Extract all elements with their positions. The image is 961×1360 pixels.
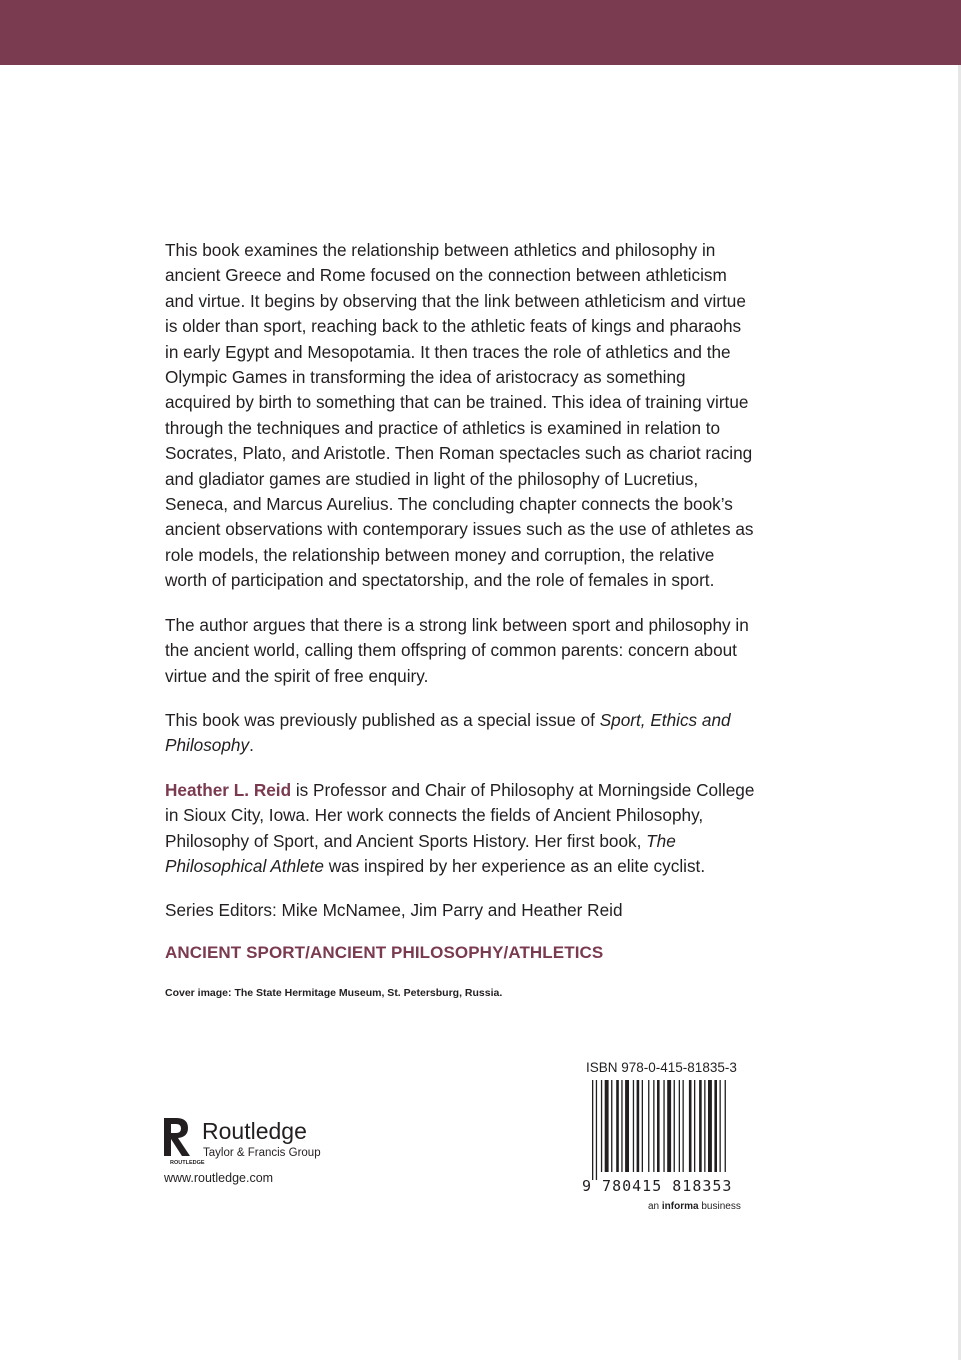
- top-color-band: [0, 0, 961, 65]
- isbn-label: ISBN 978-0-415-81835-3: [586, 1060, 737, 1075]
- barcode: [578, 1080, 750, 1180]
- argument-paragraph: The author argues that there is a strong link between sport and philosophy in the ancient world, calling them offspring of common parents: concern about virtue and the spirit of free enquiry.: [165, 614, 749, 686]
- author-bio-text-1: is Professor and Chair of Philosophy at Morningside College in Sioux City, Iowa. Her work connects the fields of Ancient Philosophy, Philosophy of Sport, and Ancient Sports History. Her first book,: [165, 779, 755, 851]
- informa-prefix: an: [648, 1201, 662, 1212]
- publisher-group: Taylor & Francis Group: [203, 1147, 321, 1159]
- informa-brand: informa: [661, 1201, 699, 1212]
- informa-tagline: [648, 1201, 741, 1212]
- routledge-logo-icon: [162, 1116, 205, 1166]
- author-bio: [165, 778, 755, 880]
- publication-note: [165, 708, 755, 759]
- publisher-url[interactable]: www.routledge.com: [164, 1171, 274, 1185]
- publisher-name: Routledge: [202, 1118, 307, 1144]
- author-book-title: The Philosophical Athlete: [165, 830, 676, 876]
- cover-credit: Cover image: The State Hermitage Museum, St. Petersburg, Russia.: [165, 986, 503, 999]
- logo-wordmark: ROUTLEDGE: [170, 1160, 205, 1166]
- barcode-digits: 9 780415 818353: [582, 1177, 733, 1195]
- back-cover-text: [165, 238, 755, 999]
- publisher-block: [162, 1116, 362, 1196]
- subject-category: ANCIENT SPORT/ANCIENT PHILOSOPHY/ATHLETICS: [165, 942, 604, 962]
- description-paragraph: This book examines the relationship between athletics and philosophy in ancient Greece and Rome focused on the connection between athleticism and virtue. It begins by observing that the link between athleticism and virtue is older than sport, reaching back to the athletic feats of kings and pharaohs in early Egypt and Mesopotamia. It then traces the role of athletics and the Olympic Games in transforming the idea of aristocracy as something acquired by birth to something that can be trained. This idea of training virtue through the techniques and practice of athletics is examined in relation to Socrates, Plato, and Aristotle. Then Roman spectacles such as chariot racing and gladiator games are studied in light of the philosophy of Lucretius, Seneca, and Marcus Aurelius. The concluding chapter connects the book’s ancient observations with contemporary issues such as the use of athletes as role models, the relationship between money and corruption, the relative worth of participation and spectatorship, and the role of females in sport.: [165, 240, 754, 591]
- series-editors: Series Editors: Mike McNamee, Jim Parry and Heather Reid: [165, 900, 623, 921]
- author-bio-text-2: was inspired by her experience as an elite cyclist.: [323, 855, 706, 876]
- publication-note-suffix: .: [249, 735, 254, 756]
- journal-title: Sport, Ethics and Philosophy: [165, 709, 731, 756]
- author-name: Heather L. Reid: [165, 779, 292, 800]
- isbn-block: [578, 1058, 758, 1218]
- informa-suffix: business: [698, 1201, 741, 1212]
- publication-note-prefix: This book was previously published as a special issue of: [165, 709, 600, 730]
